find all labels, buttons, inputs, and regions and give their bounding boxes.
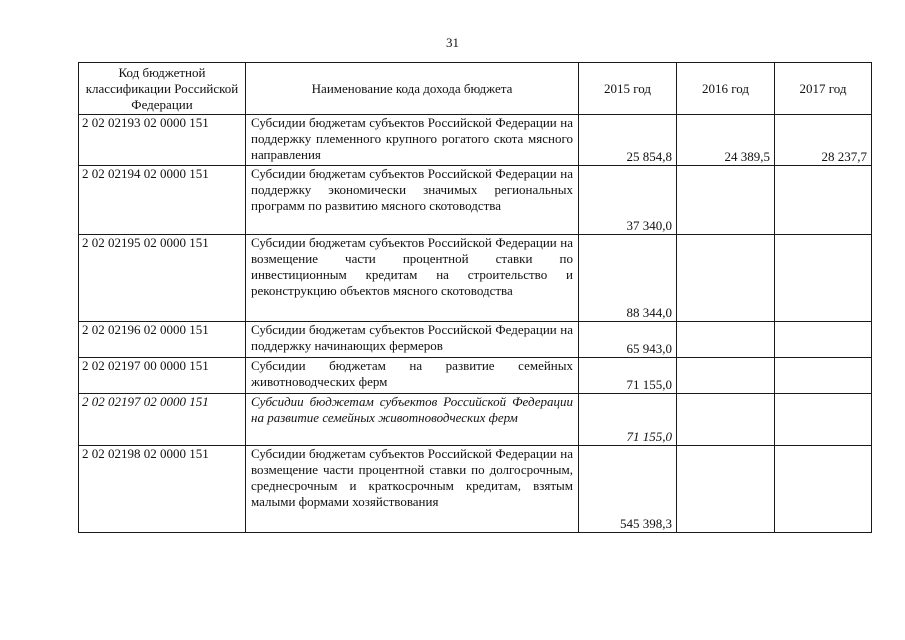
table-row	[79, 394, 872, 446]
cell-code: 2 02 02195 02 0000 151	[79, 235, 246, 322]
cell-code: 2 02 02197 02 0000 151	[79, 394, 246, 446]
cell-2015: 88 344,0	[579, 235, 677, 322]
table-row	[79, 115, 872, 166]
cell-name: Субсидии бюджетам субъектов Российской Федерации на поддержку начинающих фермеров	[246, 322, 579, 358]
cell-2016	[677, 322, 775, 358]
cell-2017	[775, 446, 872, 533]
cell-2017	[775, 235, 872, 322]
cell-code: 2 02 02194 02 0000 151	[79, 166, 246, 235]
cell-code: 2 02 02196 02 0000 151	[79, 322, 246, 358]
table-row	[79, 166, 872, 235]
cell-code: 2 02 02197 00 0000 151	[79, 358, 246, 394]
cell-2016	[677, 446, 775, 533]
budget-revenue-table	[78, 62, 872, 533]
cell-2015: 71 155,0	[579, 394, 677, 446]
cell-2017	[775, 358, 872, 394]
cell-2015: 65 943,0	[579, 322, 677, 358]
cell-2017: 28 237,7	[775, 115, 872, 166]
cell-2015: 545 398,3	[579, 446, 677, 533]
header-2016: 2016 год	[677, 63, 775, 115]
cell-2017	[775, 394, 872, 446]
header-name: Наименование кода дохода бюджета	[246, 63, 579, 115]
cell-2016	[677, 358, 775, 394]
cell-2015: 37 340,0	[579, 166, 677, 235]
table-row	[79, 358, 872, 394]
cell-name: Субсидии бюджетам субъектов Российской Федерации на поддержку экономически значимых региональных программ по развитию мясного скотоводства	[246, 166, 579, 235]
cell-2016: 24 389,5	[677, 115, 775, 166]
cell-2015: 25 854,8	[579, 115, 677, 166]
table-row	[79, 322, 872, 358]
header-2017: 2017 год	[775, 63, 872, 115]
header-code: Код бюджетной классификации Российской Федерации	[79, 63, 246, 115]
cell-2017	[775, 322, 872, 358]
header-2015: 2015 год	[579, 63, 677, 115]
cell-2017	[775, 166, 872, 235]
cell-2016	[677, 235, 775, 322]
table-row	[79, 446, 872, 533]
cell-name: Субсидии бюджетам субъектов Российской Федерации на возмещение части процентной ставки по инвестиционным кредитам на строительство и реконструкцию объектов мясного скотоводства	[246, 235, 579, 322]
table-header-row	[79, 63, 872, 115]
page-number: 31	[446, 35, 459, 50]
cell-code: 2 02 02193 02 0000 151	[79, 115, 246, 166]
cell-name: Субсидии бюджетам субъектов Российской Федерации на поддержку племенного крупного рогатого скота мясного направления	[246, 115, 579, 166]
cell-2016	[677, 394, 775, 446]
cell-2015: 71 155,0	[579, 358, 677, 394]
cell-name: Субсидии бюджетам субъектов Российской Федерации на возмещение части процентной ставки по долгосрочным, среднесрочным и краткосрочным кредитам, взятым малыми формами хозяйствования	[246, 446, 579, 533]
cell-name: Субсидии бюджетам на развитие семейных животноводческих ферм	[246, 358, 579, 394]
table-row	[79, 235, 872, 322]
cell-2016	[677, 166, 775, 235]
cell-name: Субсидии бюджетам субъектов Российской Федерации на развитие семейных животноводческих ферм	[246, 394, 579, 446]
cell-code: 2 02 02198 02 0000 151	[79, 446, 246, 533]
